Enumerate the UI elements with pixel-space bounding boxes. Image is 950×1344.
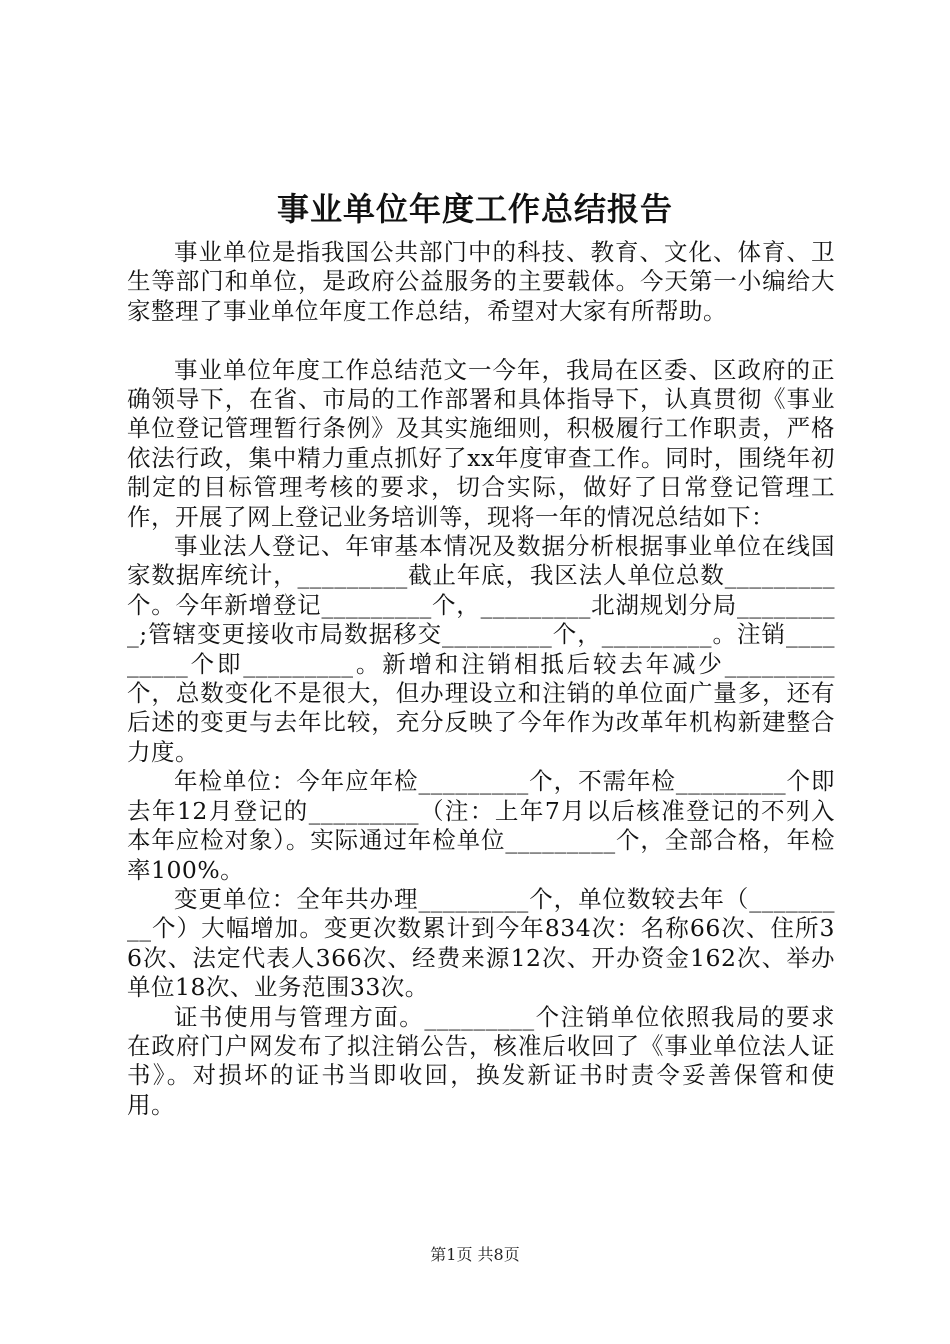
paragraph-registration-stats: 事业法人登记、年审基本情况及数据分析根据事业单位在线国家数据库统计，_________截止年底，我区法人单位总数_________个。今年新增登记_________个，_________北湖规划分局_________;管辖变更接收市局数据移交_________个，_________。注销_________个即_________。新增和注销相抵后较去年减少_________个，总数变化不是很大，但办理设立和注销的单位面广量多，还有后述的变更与去年比较，充分反映了今年作为改革年机构新建整合力度。 (127, 532, 835, 766)
paragraph-certificate-management: 证书使用与管理方面。_________个注销单位依照我局的要求在政府门户网发布了拟注销公告，核准后收回了《事业单位法人证书》。对损坏的证书当即收回，换发新证书时责令妥善保管和使用。 (127, 1002, 835, 1119)
paragraph-annual-inspection: 年检单位：今年应年检_________个，不需年检_________个即去年12月登记的_________（注：上年7月以后核准登记的不列入本年应检对象）。实际通过年检单位_________个，全部合格，年检率100%。 (127, 767, 835, 884)
paragraph-summary-opening: 事业单位年度工作总结范文一今年，我局在区委、区政府的正确领导下，在省、市局的工作部署和具体指导下，认真贯彻《事业单位登记管理暂行条例》及其实施细则，积极履行工作职责，严格依法行政，集中精力重点抓好了xx年度审查工作。同时，围绕年初制定的目标管理考核的要求，切合实际，做好了日常登记管理工作，开展了网上登记业务培训等，现将一年的情况总结如下： (127, 355, 835, 531)
document-title: 事业单位年度工作总结报告 (276, 190, 673, 228)
paragraph-intro: 事业单位是指我国公共部门中的科技、教育、文化、体育、卫生等部门和单位，是政府公益服务的主要载体。今天第一小编给大家整理了事业单位年度工作总结，希望对大家有所帮助。 (127, 238, 835, 325)
paragraph-change-units: 变更单位：全年共办理_________个，单位数较去年（_________个）大幅增加。变更次数累计到今年834次：名称66次、住所36次、法定代表人366次、经费来源12次、开办资金162次、举办单位18次、业务范围33次。 (127, 884, 835, 1002)
document-body (127, 238, 835, 1120)
page-number-footer: 第1页 共8页 (430, 1245, 520, 1264)
